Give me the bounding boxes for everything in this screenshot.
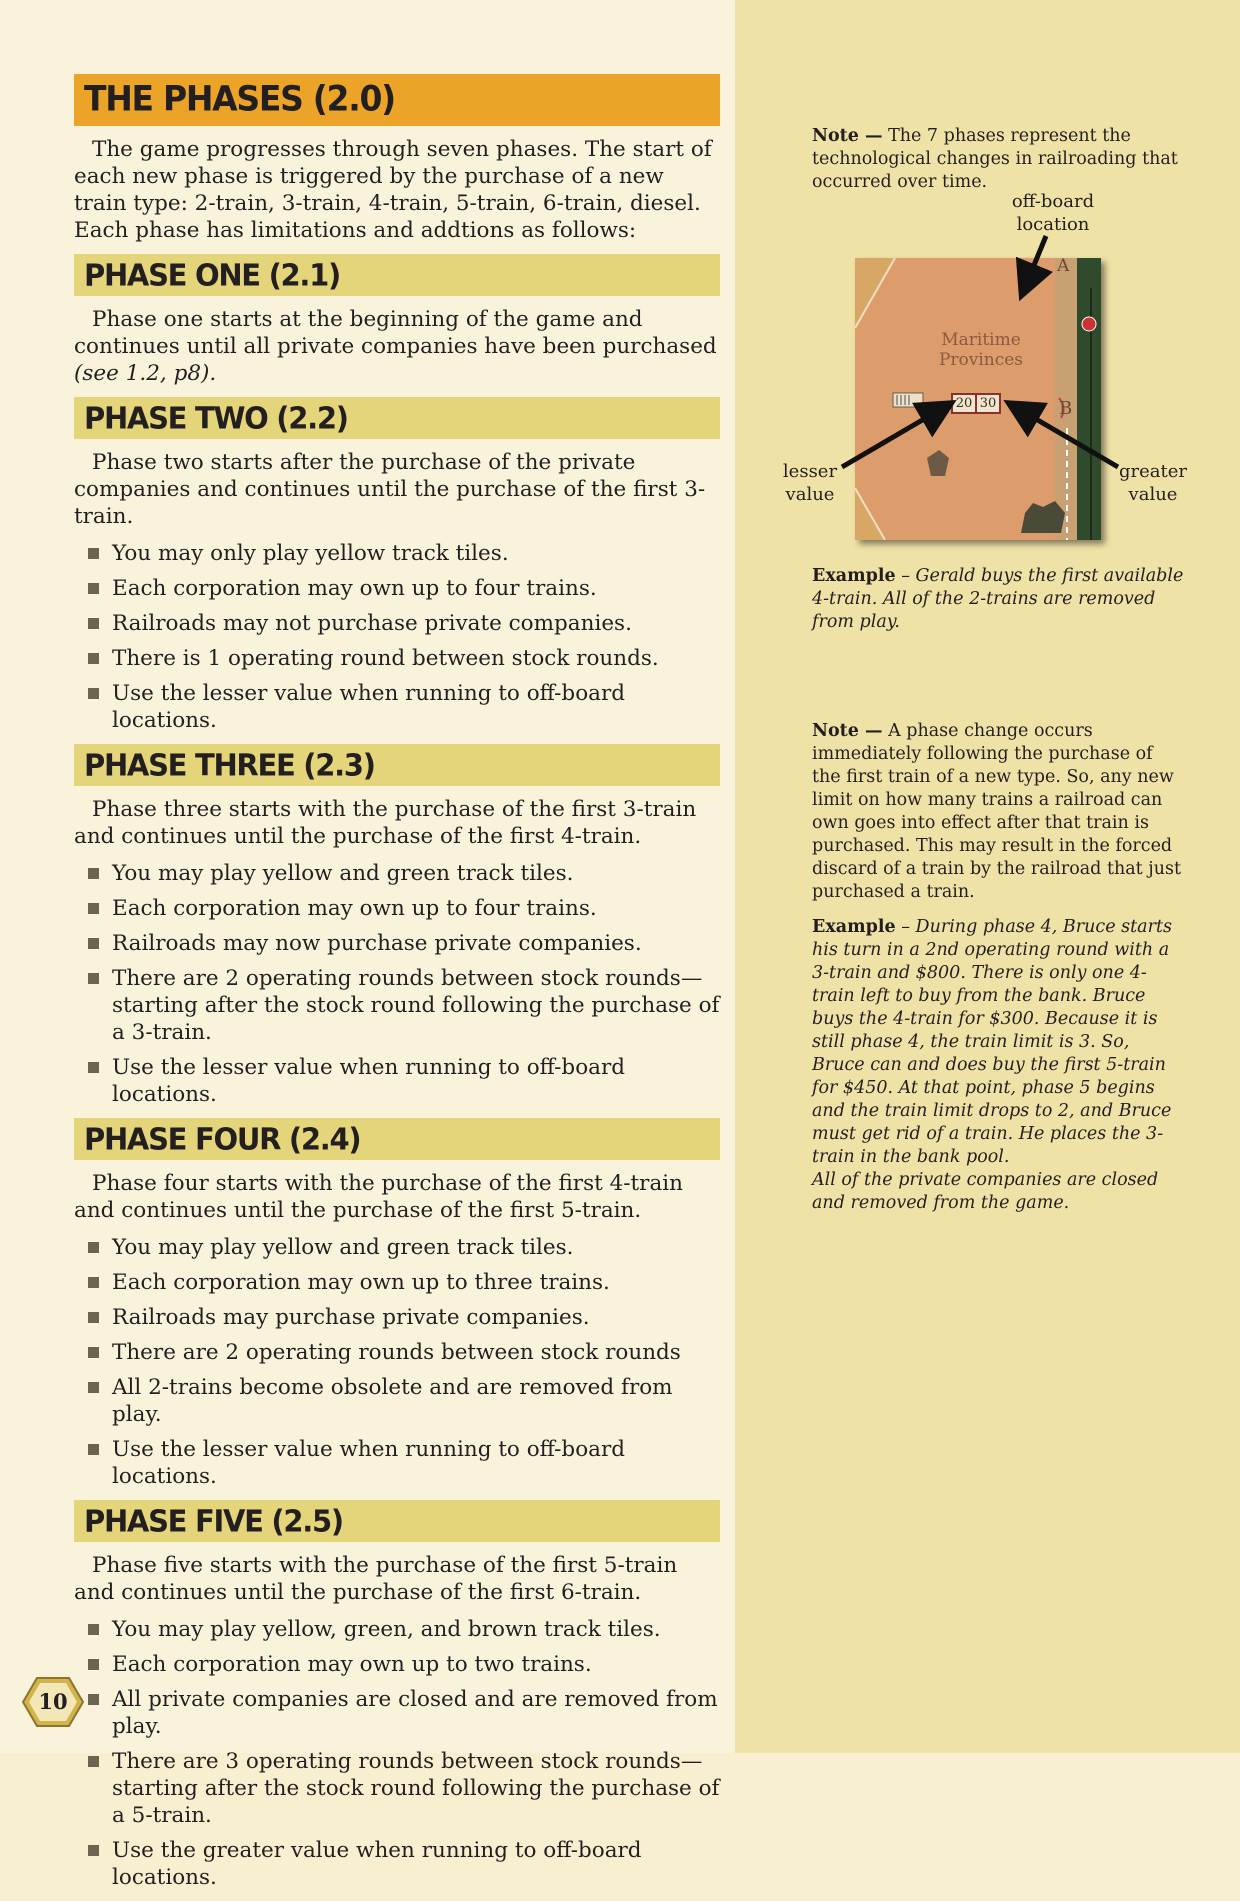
- note-lead: Note —: [812, 721, 883, 741]
- section-body: Phase three starts with the purchase of the first 3-train and continues until the purchase of the first 4-train.: [74, 797, 697, 849]
- map-city-name: Maritime Provinces: [938, 330, 1024, 370]
- list-item: You may only play yellow track tiles.: [74, 540, 720, 567]
- cross-reference: (see 1.2, p8).: [74, 361, 217, 386]
- lesser-value-box: 20: [951, 393, 977, 414]
- list-item: All private companies are closed and are removed from play.: [74, 1686, 720, 1740]
- sidebar-note-phase-change: [812, 720, 1184, 904]
- list-item: You may play yellow, green, and brown track tiles.: [74, 1616, 720, 1643]
- list-item: Each corporation may own up to two trains.: [74, 1651, 720, 1678]
- list-item: Each corporation may own up to four trains.: [74, 575, 720, 602]
- section-title: PHASE TWO (2.2): [84, 400, 348, 436]
- list-item: Use the lesser value when running to off-board locations.: [74, 1054, 720, 1108]
- example-text: During phase 4, Bruce starts his turn in a 2nd operating round with a 3-train and $800. There is only one 4-train left to buy from the bank. Bruce buys the 4-train for $300. Because it is still phase 4, the train limit is 3. So, Bruce can and does buy the first 5-train for $450. At that point, phase 5 begins and the train limit drops to 2, and Bruce must get rid of a train. He places the 3-train in the bank pool.: [812, 917, 1172, 1167]
- body-text: Phase one starts at the beginning of the game and continues until all private companies have been purchased: [74, 307, 717, 359]
- section-title: PHASE ONE (2.1): [84, 257, 340, 293]
- example-text: Gerald buys the first available 4-train. All of the 2-trains are removed from play.: [812, 566, 1184, 632]
- section-title: THE PHASES (2.0): [84, 78, 395, 119]
- note-text: A phase change occurs immediately following the purchase of the first train of a new type. So, any new limit on how many trains a railroad can own goes into effect after that train is purchased. This may result in the forced discard of a train by the railroad that just purchased a train.: [812, 721, 1181, 902]
- list-item: Railroads may now purchase private companies.: [74, 930, 720, 957]
- example-text-continued: All of the private companies are closed and removed from the game.: [812, 1170, 1159, 1213]
- lesser-value-label: lesser value: [782, 461, 838, 505]
- example-lead: Example: [812, 566, 896, 586]
- hex-letter-a: A: [1057, 258, 1070, 276]
- list-item: There are 2 operating rounds between stock rounds: [74, 1339, 720, 1366]
- list-item: You may play yellow and green track tiles.: [74, 860, 720, 887]
- greater-value-arrow: [1012, 405, 1118, 467]
- section-body: Phase five starts with the purchase of the first 5-train and continues until the purchase of the first 6-train.: [74, 1553, 678, 1605]
- bullet-square-icon: [88, 1845, 99, 1856]
- list-item: There are 2 operating rounds between stock rounds—starting after the stock round following the purchase of a 3-train.: [74, 965, 720, 1046]
- note-text: The 7 phases represent the technological changes in railroading that occurred over time.: [812, 126, 1178, 192]
- section-title: PHASE THREE (2.3): [84, 747, 375, 783]
- list-item: Each corporation may own up to four trains.: [74, 895, 720, 922]
- list-item: Railroads may purchase private companies.: [74, 1304, 720, 1331]
- section-title: PHASE FOUR (2.4): [84, 1121, 361, 1157]
- list-item: You may play yellow and green track tiles.: [74, 1234, 720, 1261]
- sidebar-example-two: Example – During phase 4, Bruce starts his turn in a 2nd operating round with a 3-train and $800. There is only one 4-train left to buy from the bank. Bruce buys the 4-train for $300. Because it is still phase 4, the train limit is 3. So, Bruce can and does buy the first 5-train for $450. At that point, phase 5 begins and the train limit drops to 2, and Bruce must get rid of a train. He places the 3-train in the bank pool. All of the private companies are closed and removed from the game.: [812, 917, 1172, 1213]
- list-item: Use the lesser value when running to off-board locations.: [74, 680, 720, 734]
- list-item: Railroads may not purchase private companies.: [74, 610, 720, 637]
- list-item: There is 1 operating round between stock rounds.: [74, 645, 720, 672]
- list-item: All 2-trains become obsolete and are removed from play.: [74, 1374, 720, 1428]
- sidebar-example-one: Example – Gerald buys the first available 4-train. All of the 2-trains are removed from play.: [812, 566, 1184, 632]
- list-item: Use the greater value when running to off-board locations.: [74, 1837, 720, 1891]
- section-title: PHASE FIVE (2.5): [84, 1503, 343, 1539]
- greater-value-box: 30: [975, 393, 1001, 414]
- note-lead: Note —: [812, 126, 883, 146]
- hex-letter-b: B: [1059, 398, 1073, 419]
- offboard-location-label: off-board location: [1011, 191, 1095, 235]
- bullet-square-icon: [88, 1756, 99, 1767]
- list-item: There are 3 operating rounds between stock rounds—starting after the stock round following the purchase of a 5-train.: [74, 1748, 720, 1829]
- lesser-value-arrow: [842, 405, 948, 467]
- greater-value-label: greater value: [1118, 461, 1187, 505]
- list-item: Use the lesser value when running to off-board locations.: [74, 1436, 720, 1490]
- list-item: Each corporation may own up to three trains.: [74, 1269, 720, 1296]
- section-body: Phase four starts with the purchase of the first 4-train and continues until the purchase of the first 5-train.: [74, 1171, 683, 1223]
- page-number: 10: [38, 1689, 68, 1714]
- example-lead: Example: [812, 917, 896, 937]
- section-body: The game progresses through seven phases. The start of each new phase is triggered by the purchase of a new train type: 2-train, 3-train, 4-train, 5-train, 6-train, diesel. Each phase has limitations and addtions as follows:: [74, 137, 712, 243]
- section-body: Phase two starts after the purchase of the private companies and continues until the purchase of the first 3-train.: [74, 450, 706, 529]
- offboard-arrow: [1023, 236, 1046, 292]
- page-number-badge: [22, 1676, 84, 1728]
